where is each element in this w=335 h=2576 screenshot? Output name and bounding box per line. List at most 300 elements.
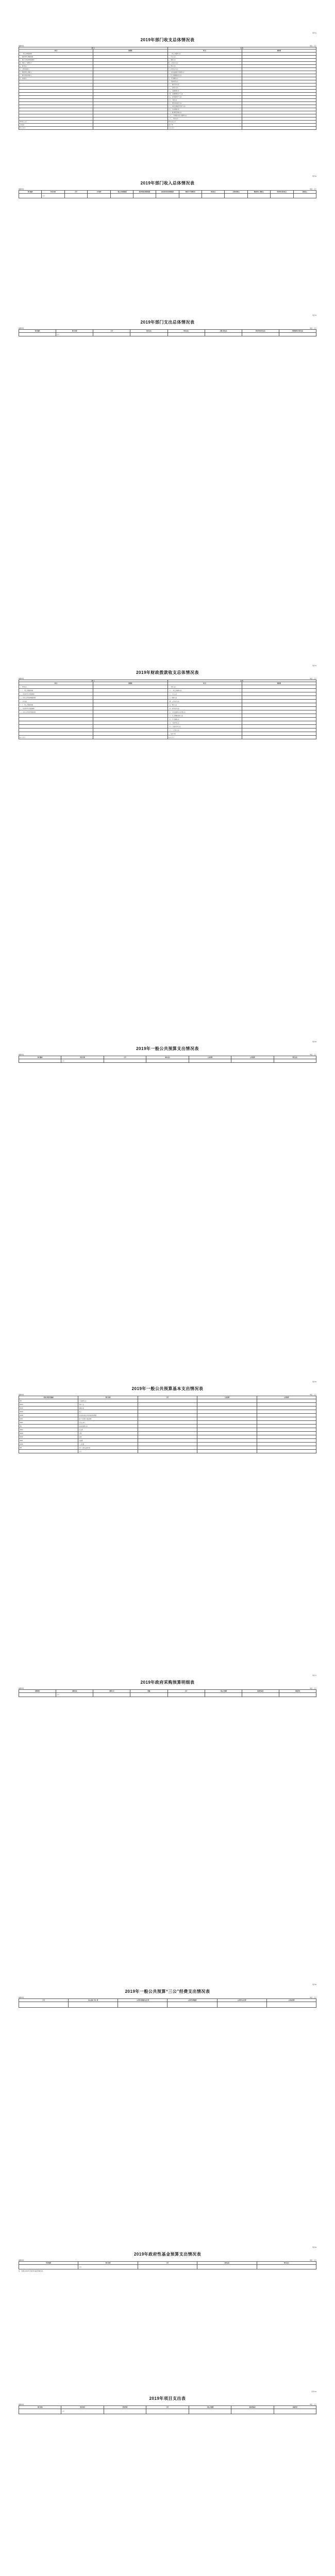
- table-cell: [93, 732, 167, 736]
- page-number: 附件7: [312, 1674, 316, 1676]
- table-cell: 差旅费: [78, 1439, 138, 1443]
- table-cell: [19, 1059, 61, 1063]
- unit-label: 单位：万元: [310, 1394, 316, 1396]
- table-cell: [93, 700, 167, 703]
- table-cell: [138, 1425, 197, 1428]
- table-cell: 二、结转下年: [167, 732, 242, 736]
- page-2: [19, 175, 316, 211]
- table-cell: （三）国防支出: [167, 696, 242, 700]
- table-cell: [138, 1446, 197, 1450]
- table-cell: [242, 725, 316, 728]
- page-1: [19, 32, 316, 135]
- table-cell: 30201: [19, 1428, 78, 1432]
- table-cell: （三）国有资本经营预算拨款: [19, 710, 93, 714]
- column-header: 合计: [64, 191, 87, 194]
- table-cell: 十、节能环保支出: [167, 80, 242, 83]
- table-cell: [242, 718, 316, 721]
- table-cell: 合计: [61, 2409, 104, 2414]
- table-cell: [217, 2002, 266, 2008]
- page-number: 附件5: [312, 1041, 316, 1043]
- org-prefix: 编制单位：: [19, 1997, 25, 1998]
- column-header: 项 目: [167, 49, 242, 53]
- table-cell: [138, 1432, 197, 1435]
- column-header: 因公出国（境）费: [69, 1999, 118, 2002]
- column-header: 基本支出: [130, 330, 167, 333]
- table-cell: 十一、城乡社区支出: [167, 83, 242, 87]
- table-cell: 职工基本医疗保险缴费: [78, 1417, 138, 1421]
- table-cell: [146, 1059, 189, 1063]
- table-cell: 电费: [78, 1435, 138, 1439]
- table-cell: 七、附属单位上缴收入: [19, 71, 93, 74]
- table-row: [19, 1443, 316, 1446]
- table-cell: [205, 1693, 242, 1697]
- table-cell: [93, 710, 167, 714]
- org-prefix: 编制单位：: [19, 1054, 25, 1056]
- table-cell: 本年支出合计: [167, 121, 242, 124]
- table-cell: 一、本年支出: [167, 685, 242, 689]
- table-cell: 30102: [19, 1406, 78, 1410]
- table-cell: [167, 1693, 205, 1697]
- table-cell: [197, 1435, 257, 1439]
- table-row: [19, 700, 316, 703]
- table-cell: [138, 1435, 197, 1439]
- column-header: 国有资本经营预算拨款: [156, 191, 179, 194]
- table-cell: [274, 1059, 316, 1063]
- table-cell: （二）外交支出: [167, 692, 242, 696]
- table-cell: [242, 728, 316, 732]
- page-5: [19, 1041, 316, 1144]
- table-cell: [110, 194, 133, 198]
- table-cell: [93, 703, 167, 707]
- table-cell: 合计: [78, 2265, 138, 2269]
- org-prefix: 编制单位：: [19, 678, 25, 680]
- table-cell: [104, 2409, 146, 2414]
- column-header: 科目编码: [19, 330, 56, 333]
- page-number: 附件9: [312, 2246, 316, 2248]
- table-cell: [257, 1417, 316, 1421]
- table-cell: [93, 685, 167, 689]
- column-header: 采购方式: [93, 1690, 130, 1693]
- table-cell: [93, 707, 167, 710]
- unit-label: 单位：万元: [310, 189, 316, 190]
- table-cell: [257, 1399, 316, 1403]
- table-cell: [257, 1446, 316, 1450]
- table-cell: [93, 692, 167, 696]
- column-header: 公务用车购置费: [167, 1999, 217, 2002]
- column-header: 一般公共预算: [205, 1690, 242, 1693]
- page-number: 附件2: [312, 175, 316, 177]
- column-header: 项目名称: [19, 2406, 61, 2409]
- table-cell: [197, 2265, 257, 2269]
- table-row: [19, 1399, 316, 1403]
- table-cell: 二十、粮油物资储备支出: [167, 111, 242, 114]
- table-cell: [138, 1406, 197, 1410]
- table-cell: 一、一般公共服务支出: [167, 53, 242, 56]
- table-cell: [257, 2265, 316, 2269]
- table: [19, 1998, 316, 2008]
- table-cell: [93, 714, 167, 718]
- unit-label: 单位：万元: [310, 1054, 316, 1056]
- table-cell: 30103: [19, 1410, 78, 1414]
- table-cell: [274, 2409, 316, 2414]
- column-header: 上缴上级支出: [205, 330, 242, 333]
- table-cell: [247, 194, 270, 198]
- column-header: 一般公共预算拨款: [110, 191, 133, 194]
- table-cell: 工会经费: [78, 1443, 138, 1446]
- table-cell: （二）政府性基金预算拨款: [19, 707, 93, 710]
- table-cell: [257, 1435, 316, 1439]
- table-cell: （一）一般公共预算拨款: [19, 689, 93, 692]
- table-row: [19, 1403, 316, 1406]
- table-cell: 工资福利支出: [78, 1399, 138, 1403]
- table-cell: [242, 736, 316, 739]
- table-cell: [93, 721, 167, 725]
- table-cell: [93, 689, 167, 692]
- column-header: 政府性基金: [231, 2406, 274, 2409]
- table-cell: （六）科学技术支出: [167, 707, 242, 710]
- table-cell: [257, 1432, 316, 1435]
- column-header: 合计: [167, 1690, 205, 1693]
- table-cell: [242, 685, 316, 689]
- table-cell: 30205: [19, 1432, 78, 1435]
- org-prefix: 编制单位：: [19, 189, 25, 190]
- table-row: [19, 1414, 316, 1417]
- table-row: [19, 1428, 316, 1432]
- table-cell: 一、本年收入: [19, 685, 93, 689]
- table-row: [19, 2409, 316, 2414]
- column-header: 事业单位经营支出: [242, 330, 279, 333]
- table-cell: [279, 333, 316, 336]
- table-cell: （十二）农林水支出: [167, 728, 242, 732]
- table-cell: 五、教育支出: [167, 65, 242, 68]
- table-cell: [242, 732, 316, 736]
- table-cell: 四、财政专户管理资金: [19, 62, 93, 65]
- table-cell: 合计: [56, 1693, 93, 1697]
- table-cell: [197, 1428, 257, 1432]
- org-prefix: 编制单位：: [19, 1688, 25, 1689]
- table-cell: （一）一般公共预算拨款: [19, 703, 93, 707]
- table-cell: 八、社会保障和就业支出: [167, 74, 242, 77]
- column-header: 财政专户管理资金: [179, 191, 202, 194]
- table-cell: 结转下年: [167, 124, 242, 127]
- column-header: 合计: [146, 2406, 189, 2409]
- page-title: 2019年部门收入总体情况表: [140, 181, 195, 185]
- column-header: 科目编码: [19, 2262, 78, 2265]
- table-cell: 四、公共安全支出: [167, 62, 242, 65]
- table-row: [19, 721, 316, 725]
- table-cell: [88, 194, 110, 198]
- table-cell: [257, 1439, 316, 1443]
- table-row: [19, 710, 316, 714]
- page-title: 2019年部门收支总体情况表: [140, 38, 195, 42]
- table-cell: 对个人和家庭的补助: [78, 1446, 138, 1450]
- column-header: 数量: [130, 1690, 167, 1693]
- table-cell: [242, 333, 279, 336]
- page-8: [19, 1984, 316, 2030]
- table-cell: 二十一、灾害防治及应急管理支出: [167, 114, 242, 117]
- table-cell: 上年结转: [19, 124, 93, 127]
- table-row: [19, 127, 316, 130]
- table-cell: 住房公积金: [78, 1421, 138, 1425]
- table-row: [19, 732, 316, 736]
- table-cell: [257, 1450, 316, 1453]
- table-row: [19, 703, 316, 707]
- column-header: 其他资金: [279, 1690, 316, 1693]
- column-header: 对附属单位补助支出: [279, 330, 316, 333]
- table-cell: 十九、住房保障支出: [167, 108, 242, 111]
- table-cell: [242, 692, 316, 696]
- footnote: 注：本单位2019年无政府性基金预算支出。: [19, 2270, 44, 2272]
- column-header: 上年结转: [88, 191, 110, 194]
- column-header: 合计: [93, 330, 130, 333]
- column-header: 项目支出: [257, 2262, 316, 2265]
- table-cell: [242, 710, 316, 714]
- column-header: 预算数: [242, 49, 316, 53]
- table-cell: [19, 2002, 69, 2008]
- table-cell: [93, 127, 167, 130]
- page-6: [19, 1381, 316, 1484]
- table-row: [19, 692, 316, 696]
- table-row: [19, 1450, 316, 1453]
- table-cell: 30211: [19, 1439, 78, 1443]
- table-row: [19, 2002, 316, 2008]
- table-cell: [19, 1693, 56, 1697]
- table-cell: 六、科学技术支出: [167, 68, 242, 71]
- page-title: 2019年部门支出总体情况表: [140, 320, 195, 325]
- table-cell: 水费: [78, 1432, 138, 1435]
- table-cell: 本年收入合计: [19, 121, 93, 124]
- column-header: 项目支出: [274, 1056, 316, 1059]
- column-header: 事业单位经营收入: [271, 191, 293, 194]
- column-header: 科目编码: [19, 191, 42, 194]
- org-prefix: 编制单位：: [19, 328, 25, 329]
- table: [19, 1396, 316, 1453]
- table-cell: （十一）城乡社区支出: [167, 725, 242, 728]
- table-row: [19, 685, 316, 689]
- table-cell: 十四、资源勘探信息等支出: [167, 93, 242, 96]
- table-row: [19, 1432, 316, 1435]
- column-header: 合计: [138, 2262, 197, 2265]
- table-cell: 机关事业单位基本养老保险缴费: [78, 1414, 138, 1417]
- table-cell: [231, 2409, 274, 2414]
- page-title: 2019年一般公共预算支出情况表: [136, 1046, 199, 1051]
- table-cell: 301: [19, 1399, 78, 1403]
- table-cell: [179, 194, 202, 198]
- table-cell: [242, 696, 316, 700]
- table-cell: 二十二、其他支出: [167, 117, 242, 121]
- table-cell: [19, 718, 93, 721]
- column-header: 科目名称: [61, 1056, 104, 1059]
- table-row: [19, 714, 316, 718]
- table-row: [19, 1435, 316, 1439]
- table: [19, 47, 316, 130]
- page-number: 附件8: [312, 1984, 316, 1986]
- column-header: 基本支出: [197, 2262, 257, 2265]
- table-row: [19, 728, 316, 732]
- table-cell: 十八、自然资源海洋气象等支出: [167, 105, 242, 108]
- table-cell: [138, 1439, 197, 1443]
- column-header: 其他资金: [274, 2406, 316, 2409]
- table-cell: （二）政府性基金预算拨款: [19, 692, 93, 696]
- table-cell: [279, 1693, 316, 1697]
- unit-label: 单位：万元: [310, 1997, 316, 1998]
- table-cell: 商品和服务支出: [78, 1425, 138, 1428]
- table-cell: [19, 1450, 78, 1453]
- table-row: [19, 1410, 316, 1414]
- table-cell: （八）社会保障和就业支出: [167, 714, 242, 718]
- table-cell: [197, 1417, 257, 1421]
- table-cell: 收 入 总 计: [19, 127, 93, 130]
- column-header: 项目支出: [167, 330, 205, 333]
- table-cell: [19, 732, 93, 736]
- table-cell: 30110: [19, 1417, 78, 1421]
- table-cell: [257, 1414, 316, 1417]
- table-cell: 十二、农林水支出: [167, 87, 242, 90]
- table-cell: [225, 194, 247, 198]
- table-row: [19, 1406, 316, 1410]
- table-cell: [242, 714, 316, 718]
- column-header: 合计: [138, 1396, 197, 1399]
- column-header: 合计: [104, 1056, 146, 1059]
- table-cell: [118, 2002, 167, 2008]
- table-cell: （四）公共安全支出: [167, 700, 242, 703]
- table-row: [19, 689, 316, 692]
- table-cell: [133, 194, 156, 198]
- table-cell: [19, 2265, 78, 2269]
- column-header: 预算数: [242, 682, 316, 685]
- table-cell: [138, 1399, 197, 1403]
- table-cell: [197, 1403, 257, 1406]
- page-number: 附件10: [311, 2391, 316, 2393]
- org-prefix: 编制单位：: [19, 1394, 25, 1396]
- table-cell: [242, 721, 316, 725]
- table-cell: [189, 1059, 231, 1063]
- table-cell: [257, 1428, 316, 1432]
- table-cell: 九、其他收入: [19, 77, 93, 80]
- table: [19, 329, 316, 336]
- group-header-cell: 收 入: [19, 680, 168, 682]
- table-row: [19, 736, 316, 739]
- column-header: 基本支出: [146, 1056, 189, 1059]
- org-prefix: 编制单位：: [19, 2260, 25, 2261]
- table-cell: 五、事业收入: [19, 65, 93, 68]
- table-cell: [231, 1059, 274, 1063]
- column-header: 采购项目: [19, 1690, 56, 1693]
- table-cell: [69, 2002, 118, 2008]
- column-header: 事业收入: [202, 191, 225, 194]
- table-cell: [138, 1414, 197, 1417]
- table-row: [19, 333, 316, 336]
- table-cell: 合计: [78, 1450, 138, 1453]
- unit-label: 单位：万元: [310, 45, 316, 47]
- table-cell: 支 出 总 计: [167, 736, 242, 739]
- org-prefix: 编制单位：: [19, 45, 25, 47]
- table: [19, 2261, 316, 2269]
- table: [19, 190, 316, 198]
- table-cell: （九）卫生健康支出: [167, 718, 242, 721]
- table-cell: [93, 728, 167, 732]
- table-cell: [197, 1414, 257, 1417]
- column-header: 采购目录: [56, 1690, 93, 1693]
- org-prefix: 编制单位：: [19, 2404, 25, 2405]
- page-number: 附件4: [312, 665, 316, 667]
- table-cell: [197, 1425, 257, 1428]
- table-cell: [242, 707, 316, 710]
- table-cell: 九、卫生健康支出: [167, 77, 242, 80]
- table-cell: [19, 333, 56, 336]
- table-cell: [167, 333, 205, 336]
- table-row: [19, 1446, 316, 1450]
- table: [19, 1056, 316, 1063]
- table: [19, 2405, 316, 2414]
- table-cell: 合计: [56, 333, 93, 336]
- table-cell: [138, 1428, 197, 1432]
- table-cell: 收 入 总 计: [19, 736, 93, 739]
- page-number: 附件3: [312, 314, 316, 316]
- column-header: 预算数: [93, 49, 167, 53]
- table-cell: [93, 1693, 130, 1697]
- page-title: 2019年一般公共预算基本支出情况表: [131, 1386, 204, 1391]
- page-4: [19, 665, 316, 819]
- unit-label: 单位：万元: [310, 678, 316, 680]
- table-cell: 十三、交通运输支出: [167, 90, 242, 93]
- table-cell: [104, 1059, 146, 1063]
- table-cell: [156, 194, 179, 198]
- table-cell: [146, 2409, 189, 2414]
- column-header: 项 目: [19, 682, 93, 685]
- group-header-cell: 收 入: [19, 47, 168, 49]
- table-cell: [293, 194, 316, 198]
- unit-label: 单位：万元: [310, 1688, 316, 1689]
- table-cell: [19, 2409, 61, 2414]
- column-header: 科目名称: [42, 191, 64, 194]
- table-cell: [189, 2409, 231, 2414]
- column-header: 政府性基金: [242, 1690, 279, 1693]
- table-cell: [138, 1410, 197, 1414]
- table-cell: [167, 2002, 217, 2008]
- table-cell: [257, 1403, 316, 1406]
- table-cell: [197, 1446, 257, 1450]
- column-header: 资金性质: [104, 2406, 146, 2409]
- table-cell: [138, 1450, 197, 1453]
- page-3: [19, 314, 316, 402]
- table-cell: [197, 1399, 257, 1403]
- table-cell: （七）文化旅游体育与传媒支出: [167, 710, 242, 714]
- column-header: 合计: [19, 1999, 69, 2002]
- column-header: 经济分类科目编码: [19, 1396, 78, 1399]
- table-cell: [138, 1417, 197, 1421]
- table-cell: [138, 1421, 197, 1425]
- group-header-cell: 支 出: [167, 680, 316, 682]
- table-cell: [242, 703, 316, 707]
- page-9: [19, 2246, 316, 2282]
- table-cell: 奖金: [78, 1410, 138, 1414]
- table-cell: [130, 1693, 167, 1697]
- table-cell: 303: [19, 1446, 78, 1450]
- page-7: [19, 1674, 316, 1793]
- page-title: 2019年一般公共预算“三公”经费支出情况表: [125, 1989, 210, 1994]
- column-header: 预算数: [93, 682, 167, 685]
- table-row: [19, 2265, 316, 2269]
- column-header: 项 目: [167, 682, 242, 685]
- table-row: [19, 1425, 316, 1428]
- table-cell: [197, 1450, 257, 1453]
- table-cell: [202, 194, 225, 198]
- table-cell: [138, 1403, 197, 1406]
- table-cell: [93, 333, 130, 336]
- table-cell: （五）教育支出: [167, 703, 242, 707]
- table-row: [19, 718, 316, 721]
